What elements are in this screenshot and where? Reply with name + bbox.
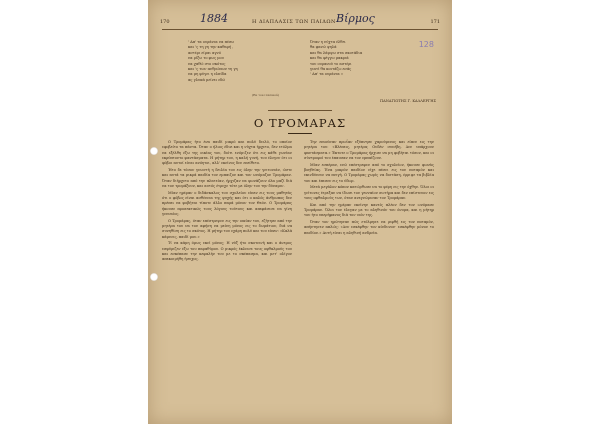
article-paragraph: Και από την ημέραν εκείνην κανείς πλέον δεν τον ωνόμασε Τρομάραν. Όλοι τον έλεγαν με το αληθινόν του όνομα, και η μήτηρ του ήτο υπερήφανος διά τον υιόν της. bbox=[304, 202, 434, 218]
poem-line: γιατί θα κοιτάζω εσάς bbox=[310, 67, 352, 72]
article-paragraph: Τί να κάμη όμως εκεί μόνος; Η νύξ ήτο σκοτεινή και ο άνεμος εσφύριζεν έξω του παραθύρου. Ο μικρός έκλεισε τους οφθαλμούς του και εσκέπασε την κεφαλήν του με το σκέπασμα, και μετ' ολίγον απεκοιμήθη ήσυχος. bbox=[162, 241, 292, 262]
poem-line: και 'ς τη γη την καθαρή , bbox=[188, 45, 234, 50]
article-paragraph: Ο Τρομάρας ήτο ένα παιδί μικρό και πολύ δειλό, το οποίον εφοβείτο τα πάντα. Όταν ο ήλιος έδυε και η νύχτα ήρχετο, δεν ετόλμα να εξέλθη έξω της οικίας του, διότι ενόμιζεν ότι εις κάθε γωνίαν εκρύπτοντο φαντάσματα. Η μήτηρ του, η καλή γυνή, του έλεγεν ότι οι φόβοι αυτοί είναι ανόητοι, αλλ' εκείνος δεν επείθετο. bbox=[162, 140, 292, 166]
article-paragraph: Όταν τον ηρώτησαν πώς ετόλμησε να ριφθή εις τον ποταμόν, απήντησεν απλώς: «Δεν εσκέφθην τον κίνδυνον· εσκέφθην μόνον το παιδίον.» Αυτή είναι η αληθινή ανδρεία. bbox=[304, 220, 434, 235]
poem-line: και 'ς των ανθρώπων τη γη bbox=[188, 67, 238, 72]
article-paragraph: Ήτο δε τόσον γνωστή η δειλία του εις όλην την γειτονιάν, ώστε και αυτά τα μικρά παιδία τον εμπαιζον και τον ωνόμαζον Τρομάραν. Όταν διήρχετο από την πλατείαν, ήρχιζαν να φωνάζουν όλα μαζί διά να τον τρομάξουν, και αυτός έτρεχε τότε με όλην του την δύναμιν. bbox=[162, 167, 292, 188]
running-title: Η ΔΙΑΠΛΑΣΙΣ ΤΩΝ ΠΑΙΔΩΝ bbox=[252, 19, 336, 25]
left-page-number: 170 bbox=[160, 19, 170, 25]
article-heading: Ο ΤΡΟΜΑΡΑΣ bbox=[253, 116, 347, 130]
poem-line: να μη φύγει η ελπίδα bbox=[188, 72, 227, 77]
poem-line: αστέρι είμαι αγνό bbox=[188, 50, 221, 55]
article-paragraph: Μίαν ημέραν ο διδάσκαλος του σχολείου είπεν εις τους μαθητάς ότι ο φόβος είναι ασθένεια της ψυχής και ότι ο καλός άνθρωπος δεν πρέπει να φοβήται τίποτε άλλο παρά μόνον τον Θεόν. Ο Τρομάρας ήκουσε προσεκτικώς τους λόγους τούτους και απεφάσισε να γίνη γενναίος. bbox=[162, 190, 292, 216]
punch-hole-bottom bbox=[150, 273, 158, 281]
poem-signature: ΠΑΝΑΓΙΩΤΗΣ Γ. ΚΑΛΛΕΡΓΗΣ bbox=[380, 99, 437, 103]
poem-line: και θα λάμψω στα σκοτάδια bbox=[310, 50, 363, 55]
section-divider bbox=[268, 110, 332, 111]
heading-underline bbox=[288, 133, 312, 134]
poem-line: και θα φέγγω μακριά bbox=[310, 56, 349, 61]
poem-line: Όταν η νύχτα έλθει bbox=[310, 40, 346, 44]
article-paragraph: Μετά μεγάλον κόπον κατώρθωσε να το φέρη εις την όχθην. Όλοι οι γείτονες έτρεξαν να ίδωσι τον γενναίον σωτήρα και δεν επίστευον εις τους οφθαλμούς των, όταν ανεγνώρισαν τον Τρομάραν. bbox=[304, 185, 434, 200]
right-page-number: 171 bbox=[430, 19, 440, 25]
poem-note: (Εκ του ιταλικού) bbox=[252, 93, 280, 97]
poem-left-column bbox=[188, 40, 298, 83]
poem-line: ' Απ' τα ουράνια να πέσω bbox=[188, 40, 235, 44]
poem-line: να χαθώ στο σκότος bbox=[188, 61, 226, 66]
article-paragraph: Την επιούσαν πρωΐαν εξύπνησε χαρούμενος και είπεν εις την μητέρα του: «Βλέπεις, μητέρα; Ουδέν συνέβη. Δεν υπάρχουν φαντάσματα.» Έκτοτε ο Τρομάρας ήρχισε να μη φοβήται τόσον, και οι σύντροφοί του έπαυσαν να τον εμπαίζουν. bbox=[304, 140, 434, 160]
poem-line: να ρίξω το φως μου bbox=[188, 56, 224, 61]
article-right-column bbox=[304, 140, 434, 238]
poem-line: ας γλυκά μείνει εδώ bbox=[188, 77, 226, 82]
handwritten-year: 1884 bbox=[200, 12, 228, 25]
magazine-page bbox=[148, 0, 452, 424]
poem-line: ' Απ' τα ουράνια » bbox=[310, 72, 344, 77]
page-header bbox=[156, 14, 444, 28]
article-paragraph: Μίαν εσπέραν, ενώ επέστρεφεν από το σχολείον, ήκουσε φωνάς βοηθείας. Ένα μικρόν παιδίον είχε πέσει εις τον ποταμόν και εκινδύνευε να πνιγή. Ο Τρομάρας χωρίς να διστάση, έρριψε τα βιβλία του και έπεσεν εις το ύδωρ. bbox=[304, 162, 434, 183]
header-rule bbox=[162, 29, 438, 30]
article-paragraph: Ο Τρομάρας, όταν επέστρεψεν εις την οικίαν του, εζήτησε από την μητέρα του να τον αφήση να μείνη μόνος εις το δωμάτιον, διά να συνηθίση εις το σκότος. Η μήτηρ του εχάρη πολύ και του είπεν: «Καλά κάμνεις, παιδί μου.» bbox=[162, 218, 292, 239]
handwritten-name: Βίρμος bbox=[336, 12, 375, 25]
poem-line: θα φανώ ψηλά bbox=[310, 45, 337, 50]
poem-line: του ουρανού το αστέρι bbox=[310, 61, 352, 66]
pencil-mark: 128 bbox=[418, 40, 434, 49]
punch-hole-top bbox=[150, 147, 158, 155]
poem-right-column bbox=[310, 40, 420, 78]
article-left-column bbox=[162, 140, 292, 264]
